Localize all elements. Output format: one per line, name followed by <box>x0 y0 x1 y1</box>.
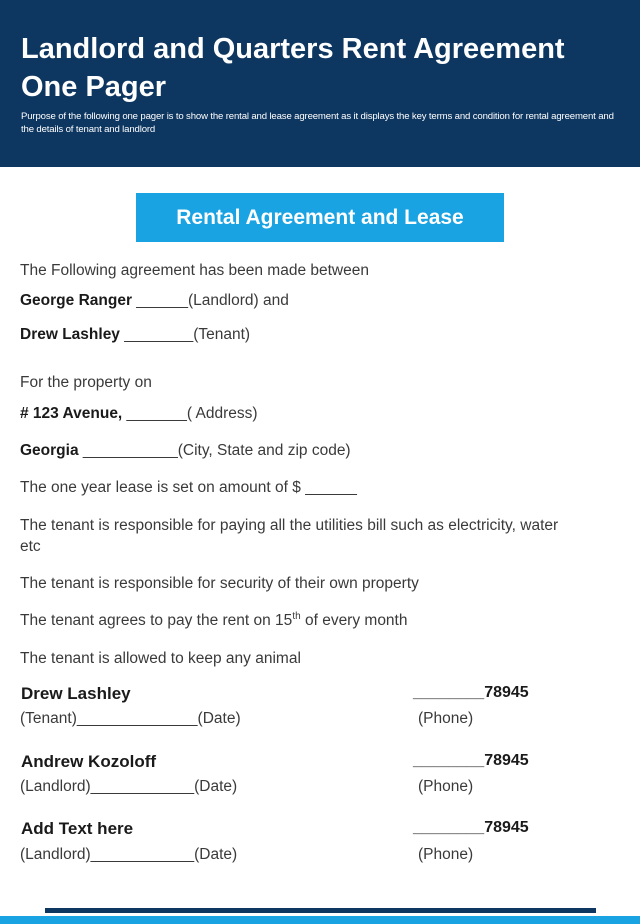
rent-superscript: th <box>292 610 301 622</box>
tenant-blank: ________ <box>119 326 194 343</box>
address-suffix: ( Address) <box>186 405 258 422</box>
phone-label: (Phone) <box>418 710 474 727</box>
tenant-suffix: (Tenant) <box>193 326 251 343</box>
city-value: Georgia <box>20 442 79 459</box>
phone-value: ________78945 <box>413 684 529 701</box>
lease-amount-line: The one year lease is set on amount of $ ______ <box>20 479 357 496</box>
phone-value: ________78945 <box>413 819 529 836</box>
animal-clause: The tenant is allowed to keep any animal <box>20 650 301 667</box>
rent-prefix: The tenant agrees to pay the rent on 15 <box>20 612 293 629</box>
signature-name: Andrew Kozoloff <box>21 752 157 771</box>
tenant-name: Drew Lashley <box>20 326 120 343</box>
security-clause: The tenant is responsible for security of their own property <box>20 575 419 592</box>
address-line <box>20 404 258 424</box>
rent-clause <box>20 611 407 631</box>
address-blank: _______ <box>122 405 187 422</box>
agreement-intro: The Following agreement has been made between <box>20 262 369 279</box>
signature-role-line: (Landlord)____________(Date) <box>20 846 238 863</box>
footer-divider <box>45 908 596 913</box>
city-blank: ___________ <box>78 442 178 459</box>
property-intro: For the property on <box>20 374 152 391</box>
signature-name: Drew Lashley <box>21 684 131 703</box>
purpose-text: Purpose of the following one pager is to show the rental and lease agreement as it displays the key terms and condition for rental agreement and the details of tenant and landlord <box>21 111 614 135</box>
phone-value: ________78945 <box>413 752 529 769</box>
signature-role-line: (Landlord)____________(Date) <box>20 778 238 795</box>
landlord-name: George Ranger <box>20 292 132 309</box>
footer-accent-strip <box>0 916 640 924</box>
page-title: Landlord and Quarters Rent Agreement One Pager <box>21 33 565 103</box>
section-banner: Rental Agreement and Lease <box>136 193 504 242</box>
tenant-line <box>20 325 250 345</box>
utilities-clause: The tenant is responsible for paying all the utilities bill such as electricity, water etc <box>20 517 559 555</box>
city-suffix: (City, State and zip code) <box>177 442 351 459</box>
city-line <box>20 441 351 461</box>
header <box>0 0 640 167</box>
rent-suffix: of every month <box>300 612 408 629</box>
signature-role-line: (Tenant)______________(Date) <box>20 710 241 727</box>
address-value: # 123 Avenue, <box>20 405 123 422</box>
landlord-blank: ______ <box>131 292 189 309</box>
landlord-line <box>20 291 289 311</box>
phone-label: (Phone) <box>418 778 474 795</box>
signature-name: Add Text here <box>21 819 134 838</box>
landlord-suffix: (Landlord) and <box>188 292 289 309</box>
phone-label: (Phone) <box>418 846 474 863</box>
